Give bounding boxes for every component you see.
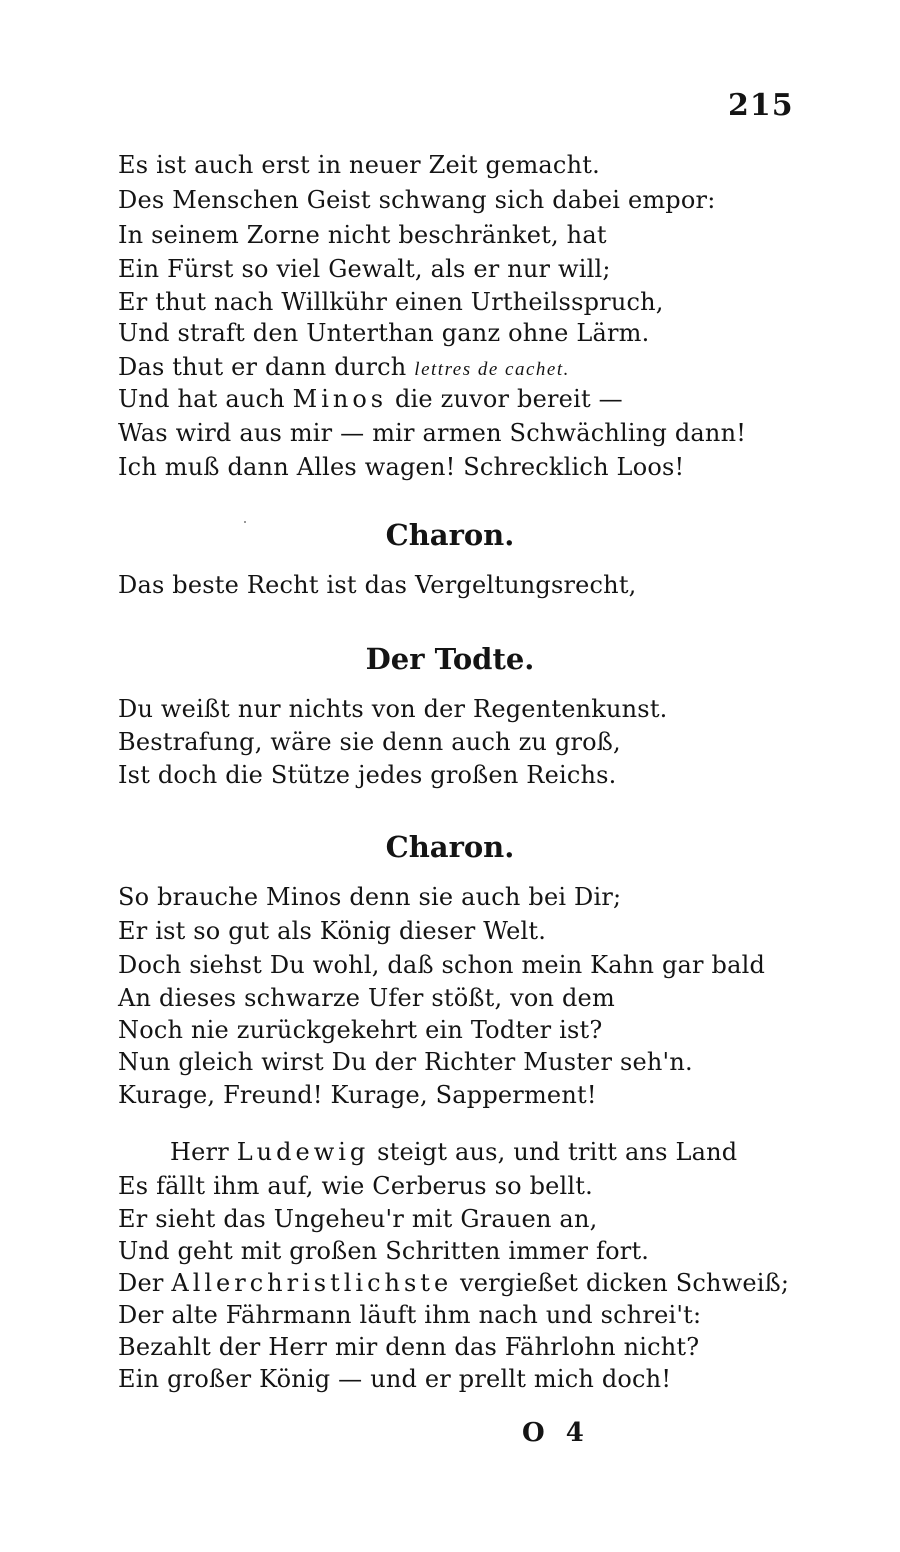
verse-line: Nun gleich wirst Du der Richter Muster seh'n.: [118, 1048, 693, 1076]
verse-line: So brauche Minos denn sie auch bei Dir;: [118, 883, 622, 911]
verse-text: Herr: [170, 1138, 229, 1166]
speaker-heading: Der Todte.: [365, 642, 535, 676]
verse-line: An dieses schwarze Ufer stößt, von dem: [118, 984, 615, 1012]
verse-text: Und hat auch: [118, 385, 285, 413]
signature-mark: O 4: [522, 1418, 590, 1448]
verse-line: Er sieht das Ungeheu'r mit Grauen an,: [118, 1205, 598, 1233]
verse-line: Ein Fürst so viel Gewalt, als er nur will;: [118, 255, 611, 283]
verse-line: Kurage, Freund! Kurage, Sapperment!: [118, 1081, 597, 1109]
verse-line: Es fällt ihm auf, wie Cerberus so bellt.: [118, 1172, 593, 1200]
verse-line: Was wird aus mir — mir armen Schwächling dann!: [118, 419, 747, 447]
verse-line: In seinem Zorne nicht beschränket, hat: [118, 221, 607, 249]
verse-text: steigt aus, und tritt ans Land: [377, 1138, 738, 1166]
verse-text: Das thut er dann durch: [118, 353, 407, 381]
speaker-heading: Charon.: [385, 518, 515, 552]
verse-line: Es ist auch erst in neuer Zeit gemacht.: [118, 151, 600, 179]
verse-line: [170, 1137, 737, 1167]
verse-line: Das beste Recht ist das Vergeltungsrecht,: [118, 571, 637, 599]
verse-line: Doch siehst Du wohl, daß schon mein Kahn gar bald: [118, 951, 766, 979]
verse-line: Ist doch die Stütze jedes großen Reichs.: [118, 761, 617, 789]
verse-line: Bezahlt der Herr mir denn das Fährlohn nicht?: [118, 1333, 700, 1361]
verse-line: [118, 1268, 789, 1298]
verse-line: Er thut nach Willkühr einen Urtheilsspruch,: [118, 288, 664, 316]
verse-line: Der alte Fährmann läuft ihm nach und schrei't:: [118, 1301, 702, 1329]
verse-line: [118, 352, 570, 385]
verse-line: Ich muß dann Alles wagen! Schrecklich Loos!: [118, 453, 685, 481]
spaced-name: Allerchristlichste: [171, 1269, 453, 1297]
verse-line: [118, 384, 623, 414]
latin-phrase: lettres de cachet.: [414, 359, 570, 380]
verse-line: Bestrafung, wäre sie denn auch zu groß,: [118, 728, 621, 756]
speaker-heading: Charon.: [385, 830, 515, 864]
verse-text: die zuvor bereit —: [394, 385, 623, 413]
verse-line: Und straft den Unterthan ganz ohne Lärm.: [118, 319, 650, 347]
verse-line: Ein großer König — und er prellt mich doch!: [118, 1365, 672, 1393]
page-number: 215: [728, 88, 794, 123]
verse-line: Und geht mit großen Schritten immer fort.: [118, 1237, 650, 1265]
verse-text: Der: [118, 1269, 164, 1297]
spaced-name: Ludewig: [236, 1138, 370, 1166]
verse-line: Des Menschen Geist schwang sich dabei empor:: [118, 186, 716, 214]
verse-line: Noch nie zurückgekehrt ein Todter ist?: [118, 1016, 603, 1044]
verse-line: Er ist so gut als König dieser Welt.: [118, 917, 547, 945]
verse-text: vergießet dicken Schweiß;: [460, 1269, 790, 1297]
verse-line: Du weißt nur nichts von der Regentenkunst.: [118, 695, 668, 723]
spaced-name: Minos: [292, 385, 388, 413]
